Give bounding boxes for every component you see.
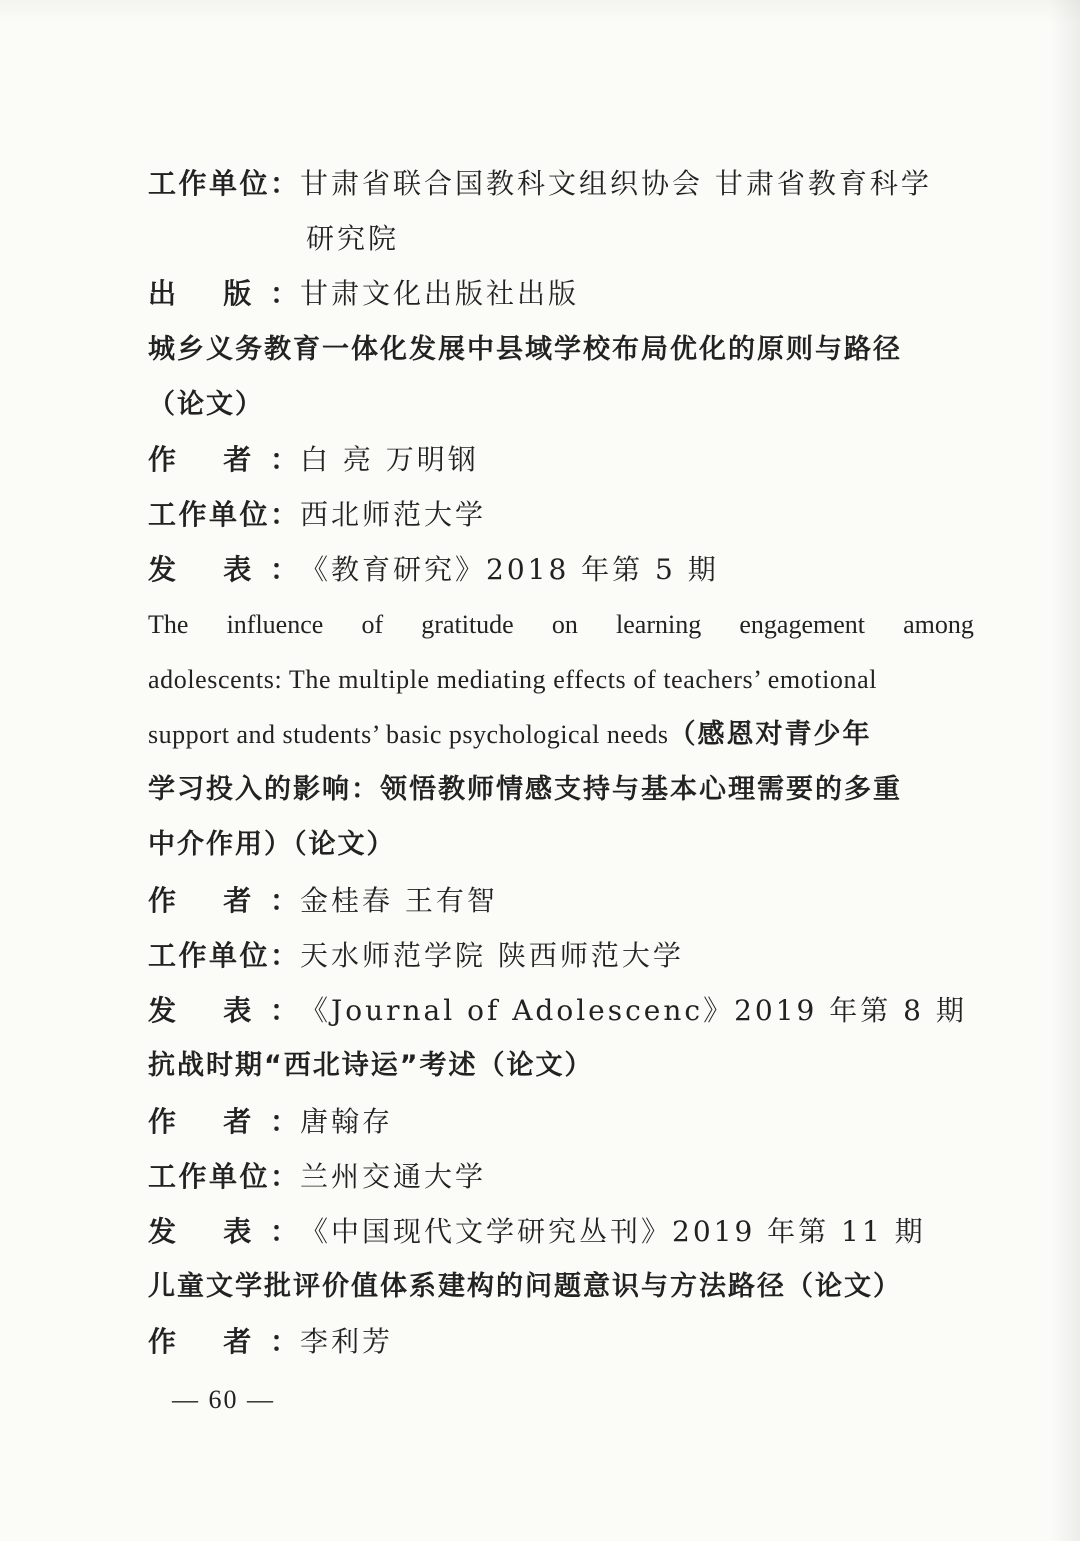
publisher-label: 出 版： [148, 277, 300, 310]
unit-value: 天水师范学院 陕西师范大学 [300, 939, 684, 972]
title-word: The [148, 610, 189, 639]
author-value: 金桂春 王有智 [300, 884, 498, 917]
published-value: 《中国现代文学研究丛刊》2019 年第 11 期 [300, 1215, 926, 1248]
article-title: 抗战时期“西北诗运”考述（论文） [148, 1050, 594, 1081]
author-line [148, 438, 974, 482]
unit-line [148, 493, 974, 537]
title-word: among [903, 610, 974, 639]
author-value: 白 亮 万明钢 [300, 443, 479, 476]
unit-value: 西北师范大学 [300, 498, 487, 531]
article-title-chinese-continued: 中介作用）（论文） [148, 829, 396, 860]
title-word: engagement [739, 610, 865, 639]
unit-value: 甘肃省联合国教科文组织协会 甘肃省教育科学 [300, 167, 932, 200]
unit-label: 工作单位： [148, 1160, 300, 1193]
unit-line [148, 934, 974, 978]
author-line [148, 1100, 974, 1144]
title-word: of [361, 610, 384, 639]
title-word: learning [616, 610, 702, 639]
unit-value-continued: 研究院 [306, 222, 400, 255]
unit-line [148, 1155, 974, 1199]
unit-label: 工作单位： [148, 939, 300, 972]
article-title-chinese: 学习投入的影响：领悟教师情感支持与基本心理需要的多重 [148, 774, 902, 805]
article-title: 城乡义务教育一体化发展中县域学校布局优化的原则与路径 [148, 334, 902, 365]
scan-shadow-top [0, 0, 1080, 24]
author-line [148, 879, 974, 923]
author-value: 李利芳 [300, 1325, 394, 1358]
author-label: 作 者： [148, 1325, 300, 1358]
author-label: 作 者： [148, 443, 300, 476]
scan-shadow-right [1050, 0, 1080, 1541]
publisher-line [148, 272, 974, 316]
unit-value: 兰州交通大学 [300, 1160, 487, 1193]
title-chinese-part: （感恩对青少年 [668, 719, 872, 750]
title-word: influence [226, 610, 324, 639]
published-line [148, 989, 974, 1033]
unit-line [148, 162, 974, 206]
published-label: 发 表： [148, 994, 300, 1027]
published-line [148, 548, 974, 592]
article-title-english-continued: adolescents: The multiple mediating effects of teachers’ emotional [148, 665, 878, 694]
article-title-english [148, 603, 974, 647]
author-label: 作 者： [148, 884, 300, 917]
article-title: 儿童文学批评价值体系建构的问题意识与方法路径（论文） [148, 1271, 902, 1302]
published-value: 《教育研究》2018 年第 5 期 [300, 553, 719, 586]
author-line [148, 1320, 974, 1364]
article-title-mixed [148, 713, 974, 757]
publisher-value: 甘肃文化出版社出版 [300, 277, 580, 310]
article-title-continued: （论文） [148, 389, 264, 420]
published-label: 发 表： [148, 1215, 300, 1248]
published-value: 《Journal of Adolescenc》2019 年第 8 期 [300, 994, 967, 1027]
published-line [148, 1210, 974, 1254]
title-english-part: support and students’ basic psychological needs [148, 720, 669, 749]
title-word: gratitude [421, 610, 514, 639]
page-number: — 60 — [172, 1385, 275, 1414]
title-word: on [551, 610, 578, 639]
published-label: 发 表： [148, 553, 300, 586]
author-value: 唐翰存 [300, 1105, 394, 1138]
unit-label: 工作单位： [148, 498, 300, 531]
unit-label: 工作单位： [148, 167, 300, 200]
author-label: 作 者： [148, 1105, 300, 1138]
